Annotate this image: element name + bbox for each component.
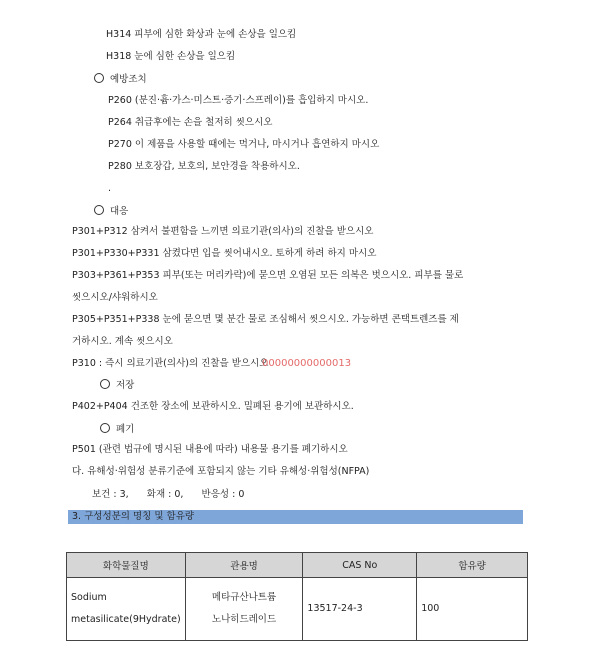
header-content: 함유량 <box>417 553 528 578</box>
watermark-number: 00000000000013 <box>262 358 352 369</box>
section-3-header <box>68 510 523 524</box>
ingredients-table <box>66 552 528 641</box>
header-common-name: 관용명 <box>185 553 303 578</box>
section-3-title: 3. 구성성분의 명칭 및 함유량 <box>72 511 195 522</box>
circle-bullet-icon <box>100 423 110 433</box>
prevention-heading: 예방조치 <box>94 73 147 86</box>
header-cas-no: CAS No <box>303 553 417 578</box>
storage-line: P402+P404 건조한 장소에 보관하시오. 밀폐된 용기에 보관하시오. <box>72 401 354 412</box>
cell-content: 100 <box>417 578 528 641</box>
response-line: P310 : 즉시 의료기관(의사)의 진찰을 받으시오 <box>72 358 269 369</box>
response-line: 씻으시오/샤워하시오 <box>72 292 158 303</box>
prevention-line: P270 이 제품을 사용할 때에는 먹거나, 마시거나 흡연하지 마시오 <box>108 139 380 150</box>
response-line: 거하시오. 계속 씻으시오 <box>72 336 173 347</box>
response-line: P301+P312 삼켜서 불편함을 느끼면 의료기관(의사)의 진찰을 받으시오 <box>72 226 374 237</box>
circle-bullet-icon <box>100 379 110 389</box>
storage-heading: 저장 <box>100 379 134 392</box>
cell-common-name: 메타규산나트륨 노나히드레이드 <box>185 578 303 641</box>
table-header-row <box>67 553 528 578</box>
response-line: P301+P330+P331 삼켰다면 입을 씻어내시오. 토하게 하려 하지 마시오 <box>72 248 377 259</box>
cell-cas-no: 13517-24-3 <box>303 578 417 641</box>
disposal-heading: 폐기 <box>100 423 134 436</box>
prevention-line: P280 보호장갑, 보호의, 보안경을 착용하시오. <box>108 161 300 172</box>
response-line: P303+P361+P353 피부(또는 머리카락)에 묻으면 오염된 모든 의복은 벗으시오. 피부를 물로 <box>72 270 464 281</box>
hazard-line-h318: H318 눈에 심한 손상을 일으킴 <box>106 51 236 62</box>
disposal-line: P501 (관련 법규에 명시된 내용에 따라) 내용물 용기를 폐기하시오 <box>72 444 348 455</box>
cell-chemical-name: Sodium metasilicate(9Hydrate) <box>67 578 186 641</box>
header-chemical-name: 화학물질명 <box>67 553 186 578</box>
circle-bullet-icon <box>94 205 104 215</box>
response-line: P305+P351+P338 눈에 묻으면 몇 분간 물로 조심해서 씻으시오. 가능하면 콘택트렌즈를 제 <box>72 314 459 325</box>
nfpa-ratings: 보건 : 3, 화재 : 0, 반응성 : 0 <box>92 489 245 500</box>
disposal-line: 다. 유해성·위험성 분류기준에 포함되지 않는 기타 유해성·위험성(NFPA) <box>72 466 370 477</box>
response-heading: 대응 <box>94 205 128 218</box>
circle-bullet-icon <box>94 73 104 83</box>
hazard-line-h314: H314 피부에 심한 화상과 눈에 손상을 일으킴 <box>106 29 297 40</box>
prevention-line: P260 (분진·흄·가스·미스트·증기·스프레이)를 흡입하지 마시오. <box>108 95 369 106</box>
prevention-line: P264 취급후에는 손을 철저히 씻으시오 <box>108 117 273 128</box>
table-row <box>67 578 528 641</box>
prevention-line: . <box>108 183 112 194</box>
